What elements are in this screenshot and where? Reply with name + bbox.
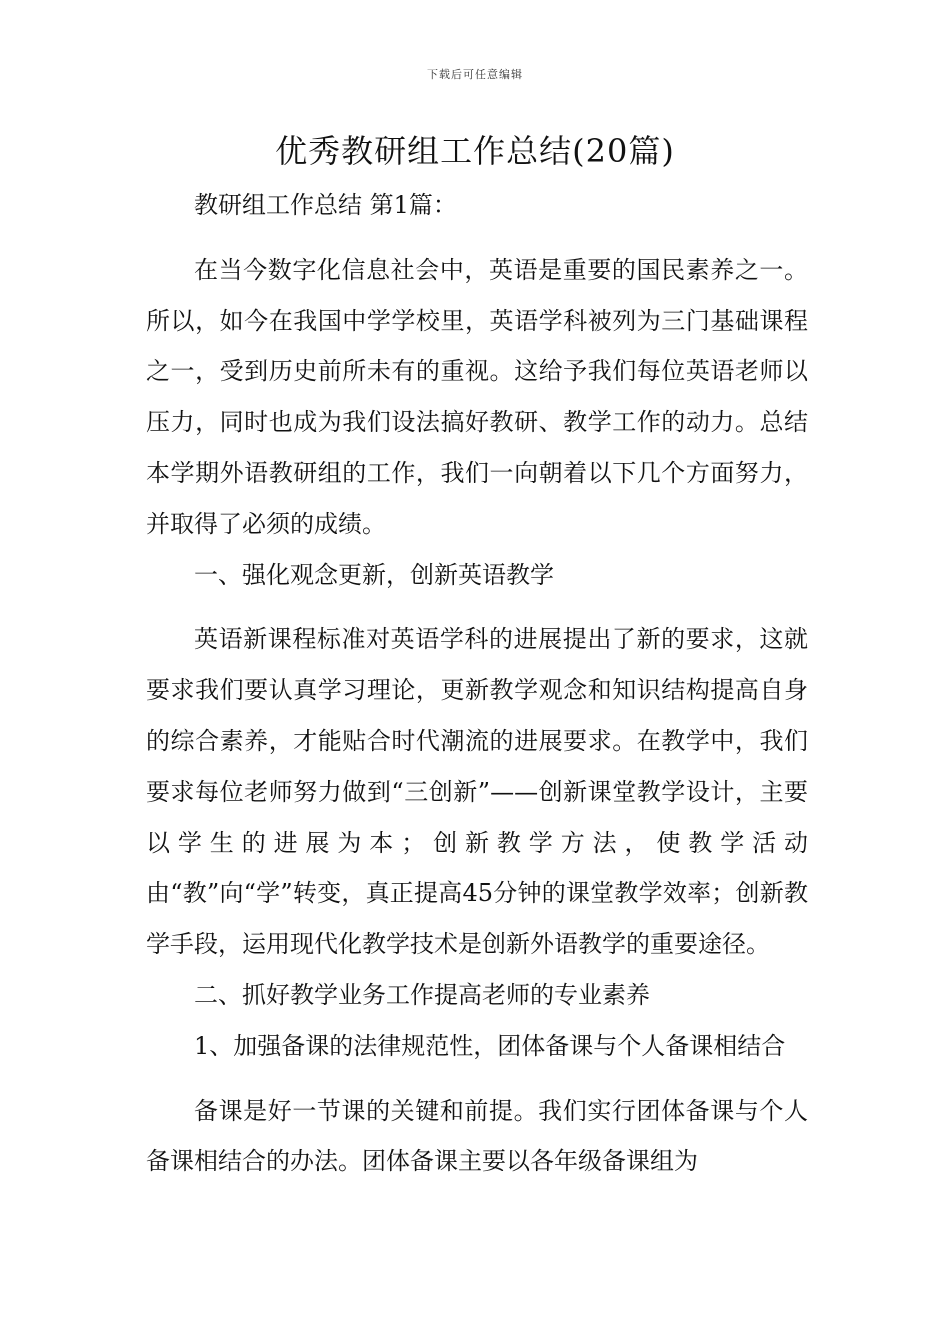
section-heading-part1: 教研组工作总结 第1篇： xyxy=(194,191,457,219)
document-title: 优秀教研组工作总结(20篇) xyxy=(275,132,675,170)
paragraph-innovation: 英语新课程标准对英语学科的进展提出了新的要求，这就要求我们要认真学习理论，更新教学观念和知识结构提高自身的综合素养，才能贴合时代潮流的进展要求。在教学中，我们要求每位老师努力做到“三创新”——创新课堂教学设计，主要以学生的进展为本；创新教学方法，使教学活动由“教”向“学”转变，真正提高45分钟的课堂教学效率；创新教学手段，运用现代化教学技术是创新外语教学的重要途径。 xyxy=(146,625,808,959)
section-heading-one: 一、强化观念更新，创新英语教学 xyxy=(194,560,554,589)
section-heading-two: 二、抓好教学业务工作提高老师的专业素养 xyxy=(194,980,650,1009)
subheading-lesson-prep: 1、加强备课的法律规范性，团体备课与个人备课相结合 xyxy=(194,1031,786,1060)
header-note: 下载后可任意编辑 xyxy=(427,68,523,81)
document-body xyxy=(146,180,808,1187)
paragraph-lesson-prep: 备课是好一节课的关键和前提。我们实行团体备课与个人备课相结合的办法。团体备课主要以各年级备课组为 xyxy=(146,1096,808,1176)
paragraph-intro: 在当今数字化信息社会中，英语是重要的国民素养之一。所以，如今在我国中学学校里，英语学科被列为三门基础课程之一，受到历史前所未有的重视。这给予我们每位英语老师以压力，同时也成为我们设法搞好教研、教学工作的动力。总结本学期外语教研组的工作，我们一向朝着以下几个方面努力，并取得了必须的成绩。 xyxy=(146,255,808,538)
